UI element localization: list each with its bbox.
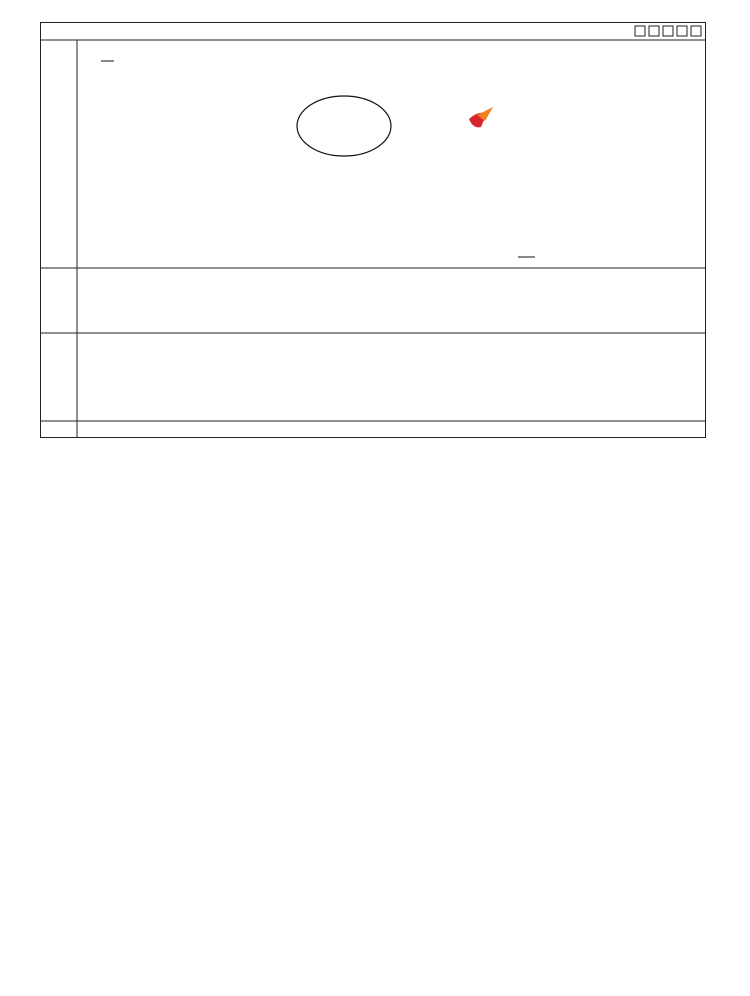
header-box-2[interactable]: [649, 26, 659, 36]
header-box-3[interactable]: [663, 26, 673, 36]
header-box-1[interactable]: [635, 26, 645, 36]
chart-canvas: [41, 23, 705, 437]
header-box-4[interactable]: [677, 26, 687, 36]
futures-chart: [40, 22, 706, 438]
watermark-logo: [469, 107, 493, 127]
breakout-circle: [297, 96, 391, 156]
header-box-5[interactable]: [691, 26, 701, 36]
